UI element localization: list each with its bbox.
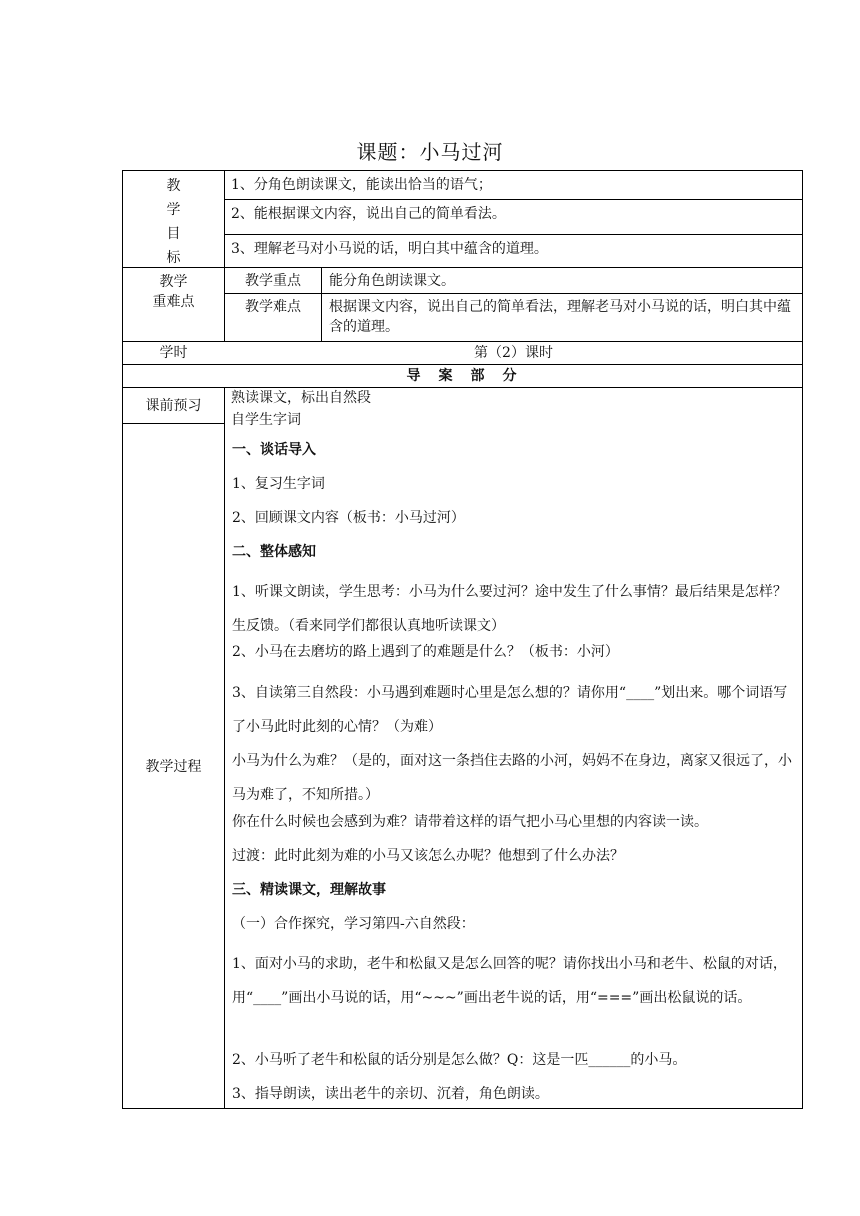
section-header: 导 案 部 分 [406,368,519,384]
difficulty-label [123,272,224,312]
objectives-label-char: 标 [166,250,181,266]
process-paragraph: 3、自读第三自然段：小马遇到难题时心里是怎么想的？请你用“____”划出来。哪个词语写了小马此时此刻的心情？（为难） [232,685,788,735]
key-point-label: 教学重点 [245,273,301,289]
table-rule [122,364,803,365]
process-paragraph: 3、指导朗读，读出老牛的亲切、沉着，角色朗读。 [232,1086,549,1102]
period-label: 学时 [159,345,188,361]
process-heading: 三、精读课文，理解故事 [232,882,386,898]
table-rule [321,267,322,342]
process-label: 教学过程 [145,759,202,775]
preview-line: 熟读课文，标出自然段 [231,390,371,406]
process-paragraph: 2、小马听了老牛和松鼠的话分别是怎么做？Q：这是一匹______的小马。 [232,1052,687,1068]
difficulty-label-line: 教学 [159,274,188,290]
objective-item: 1、分角色朗读课文，能读出恰当的语气； [231,177,492,193]
objectives-label-char: 学 [166,202,181,218]
process-paragraph: 2、小马在去磨坊的路上遇到了的难题是什么？（板书：小河） [232,644,619,660]
preview-label: 课前预习 [145,398,202,414]
table-rule [224,387,225,1109]
process-paragraph: 1、听课文朗读，学生思考：小马为什么要过河？途中发生了什么事情？最后结果是怎样？生反馈。（看来同学们都很认真地听读课文） [232,584,787,634]
page-title: 课题：小马过河 [356,140,504,164]
process-heading: 二、整体感知 [232,544,316,560]
table-rule [224,293,803,294]
table-rule [224,234,803,235]
hard-point-label: 教学难点 [245,299,301,315]
objective-item: 2、能根据课文内容，说出自己的简单看法。 [231,206,506,222]
key-point-text: 能分角色朗读课文。 [329,273,455,289]
table-rule [224,199,803,200]
process-paragraph: 1、复习生字词 [232,476,325,492]
objectives-label-char: 目 [166,226,181,242]
hard-point-text: 根据课文内容，说出自己的简单看法，理解老马对小马说的话，明白其中蕴含的道理。 [329,299,791,335]
preview-line: 自学生字词 [231,412,301,428]
objectives-label [123,174,224,270]
process-paragraph: 过渡：此时此刻为难的小马又该怎么办呢？他想到了什么办法？ [232,848,624,864]
period-value: 第（2）课时 [474,345,553,361]
process-paragraph: 1、面对小马的求助，老牛和松鼠又是怎么回答的呢？请你找出小马和老牛、松鼠的对话，用“____”画出小马说的话，用“~~~”画出老牛说的话，用“===”画出松鼠说的话。 [232,956,787,1006]
process-paragraph: 2、回顾课文内容（板书：小马过河） [232,510,465,526]
process-paragraph: （一）合作探究，学习第四-六自然段： [232,916,475,932]
table-rule [122,423,225,424]
process-paragraph: 小马为什么为难？（是的，面对这一条挡住去路的小河，妈妈不在身边，离家又很远了，小马为难了，不知所措。） [232,753,792,803]
difficulty-label-line: 重难点 [152,294,195,310]
process-paragraph: 你在什么时候也会感到为难？请带着这样的语气把小马心里想的内容读一读。 [232,814,708,830]
table-border-right [802,170,803,1109]
objective-item: 3、理解老马对小马说的话，明白其中蕴含的道理。 [231,241,548,257]
objectives-label-char: 教 [166,178,181,194]
process-heading: 一、谈话导入 [232,442,316,458]
